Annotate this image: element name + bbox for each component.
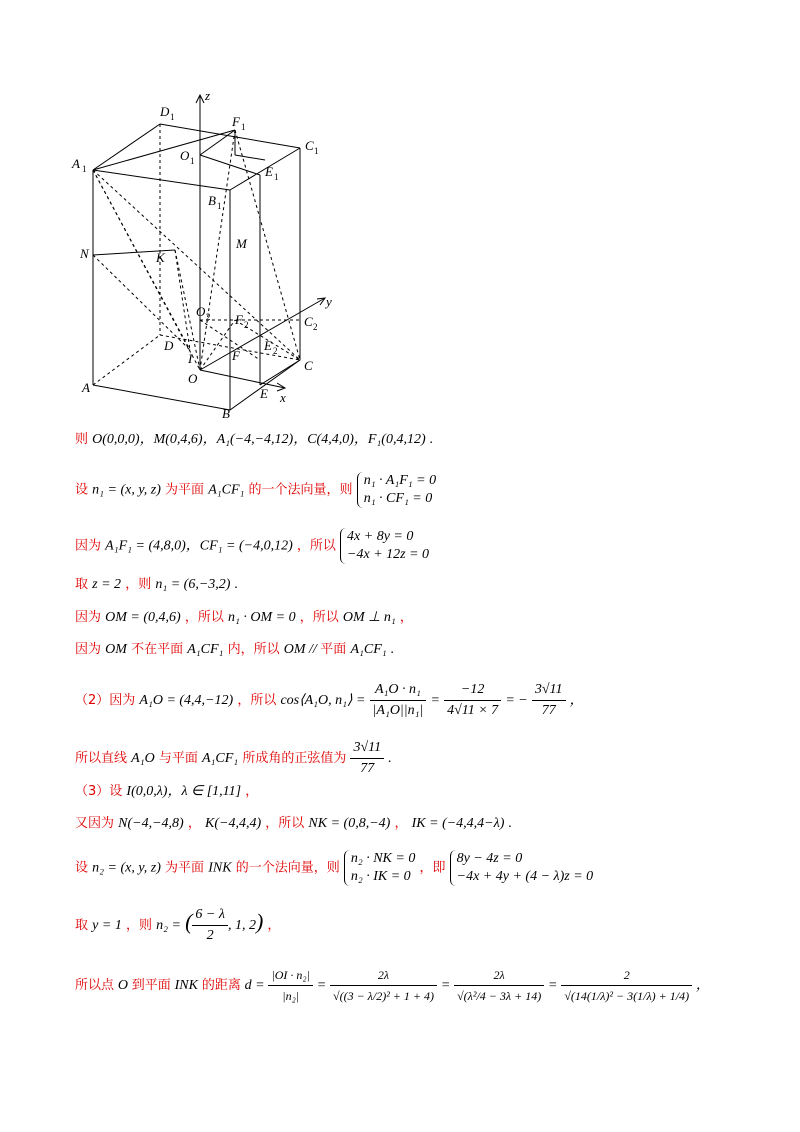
label-A1: A — [72, 156, 80, 171]
label-A1-sub: 1 — [82, 164, 87, 174]
label-B1: B — [208, 193, 216, 208]
label-E: E — [260, 386, 268, 401]
label-O1: O — [180, 148, 190, 163]
label-C2-sub: 2 — [313, 322, 318, 332]
label-E1: E — [265, 164, 273, 179]
line-5: 因为 OM = (0,4,6) ，所以 n₁ · OM = 0 ，所以 OM ⊥ n₁ ， — [75, 610, 413, 625]
fraction: $\frac{2\lambda}{\text{√(λ²/4 − 3λ + 14)}}$ — [454, 965, 544, 1006]
label-O1-sub: 1 — [190, 156, 195, 166]
label-B: B — [222, 406, 230, 420]
fraction: $\frac{\text{A₁O · n₁}}{\text{|A₁O||n₁|}}$ — [370, 680, 427, 721]
label-C: C — [304, 358, 313, 373]
label-C1: C — [305, 138, 314, 153]
label-E2: E — [264, 338, 272, 353]
fraction: $\frac{-12}{4√11 \times 7}$ — [444, 680, 501, 721]
label-E1-sub: 1 — [274, 172, 279, 182]
label-y: y — [326, 294, 332, 309]
equation-system: 4x + 8y = 0 −4x + 12z = 0 — [340, 528, 429, 564]
fraction: $\frac{3√11}{77}$ — [532, 680, 566, 721]
label-E2-sub: 2 — [273, 346, 278, 356]
line-12: 取 y = 1 ，则 n₂ = ( $\frac{6 - \lambda}{2}$ , 1, 2) ， — [75, 905, 280, 946]
fraction: $\frac{3√11}{77}$ — [350, 738, 384, 779]
label-C1-sub: 1 — [314, 146, 319, 156]
label-F1: F — [232, 114, 240, 129]
fraction: $\frac{2}{\text{√(14(1/λ)² − 3(1/λ) + 1/4)}}$ — [561, 965, 692, 1006]
label-A: A — [82, 380, 90, 395]
label-F2-sub: 2 — [244, 320, 249, 330]
line-3: 因为 A₁F₁ = (4,8,0)，CF₁ = (−4,0,12) ，所以 4x + 8y = 0 −4x + 12z = 0 — [75, 529, 430, 562]
label-C2: C — [304, 314, 313, 329]
label-O2: O — [196, 304, 206, 319]
label-F: F — [232, 348, 240, 363]
geometry-figure — [60, 80, 360, 420]
label-M: M — [236, 236, 247, 251]
label-O2-sub: 2 — [206, 312, 211, 322]
label-F2: F — [235, 312, 243, 327]
label-K: K — [156, 250, 165, 265]
line-4: 取 z = 2 ，则 n₁ = (6,−3,2) . — [75, 577, 239, 592]
fraction: $\frac{\text{|OI · n₂|}}{\text{|n₂|}}$ — [268, 965, 312, 1006]
line-7: （2）因为 A₁O = (4,4,−12) ，所以 cos⟨A₁O, n₁⟩ = $\frac{\text{A₁O · n₁}}{\text{|A₁O||n₁|}}$ = $\frac{-12}{4√11 \times 7}$ = − $\frac{3√11}{77}$ ， — [75, 680, 584, 721]
label-D: D — [164, 338, 174, 353]
label-N: N — [80, 246, 89, 261]
line-2: 设 n₁ = (x, y, z) 为平面 A₁CF₁ 的一个法向量，则 n₁ · A₁F₁ = 0 n₁ · CF₁ = 0 — [75, 473, 437, 506]
line-9: （3）设 I(0,0,λ)，λ ∈ [1,11] ， — [75, 784, 259, 799]
line-1: 则 O(0,0,0)，M(0,4,6)，A₁(−4,−4,12)，C(4,4,0)，F₁(0,4,12) . — [75, 432, 434, 447]
equation-system: 8y − 4z = 0 −4x + 4y + (4 − λ)z = 0 — [450, 850, 594, 886]
line-11: 设 n₂ = (x, y, z) 为平面 INK 的一个法向量，则 n₂ · NK = 0 n₂ · IK = 0 ，即 8y − 4z = 0 −4x + 4y + (4 − λ)z = 0 — [75, 851, 594, 884]
label-I: I — [188, 351, 193, 366]
fraction: $\frac{6 - \lambda}{2}$ — [192, 905, 228, 946]
label-B1-sub: 1 — [217, 201, 222, 211]
label-F1-sub: 1 — [241, 122, 246, 132]
equation-system: n₁ · A₁F₁ = 0 n₁ · CF₁ = 0 — [357, 472, 436, 508]
label-O: O — [188, 371, 198, 386]
label-z: z — [205, 88, 211, 103]
line-8: 所以直线 A₁O 与平面 A₁CF₁ 所成角的正弦值为 $\frac{3√11}{77}$ . — [75, 738, 392, 779]
equation-system: n₂ · NK = 0 n₂ · IK = 0 — [344, 850, 416, 886]
label-D1-sub: 1 — [170, 112, 175, 122]
line-6: 因为 OM 不在平面 A₁CF₁ 内，所以 OM // 平面 A₁CF₁ . — [75, 642, 395, 657]
line-10: 又因为 N(−4,−4,8) ， K(−4,4,4) ，所以 NK = (0,8,−4) ， IK = (−4,4,4−λ) . — [75, 816, 512, 831]
line-13: 所以点 O 到平面 INK 的距离 d = $\frac{\text{|OI · n₂|}}{\text{|n₂|}}$ = $\frac{2\lambda}{\text{√((3 − λ/2)² + 1 + 4)}}$ = $\frac{2\lambda}{\text{√(λ²/4 − 3λ + 14)}}$ = $\frac{2}{\text{√(14(1/λ)² − 3(1/λ) + 1/4)}}$ ， — [75, 965, 710, 1006]
label-x: x — [280, 390, 286, 405]
label-D1: D — [160, 104, 170, 119]
fraction: $\frac{2\lambda}{\text{√((3 − λ/2)² + 1 + 4)}}$ — [330, 965, 437, 1006]
